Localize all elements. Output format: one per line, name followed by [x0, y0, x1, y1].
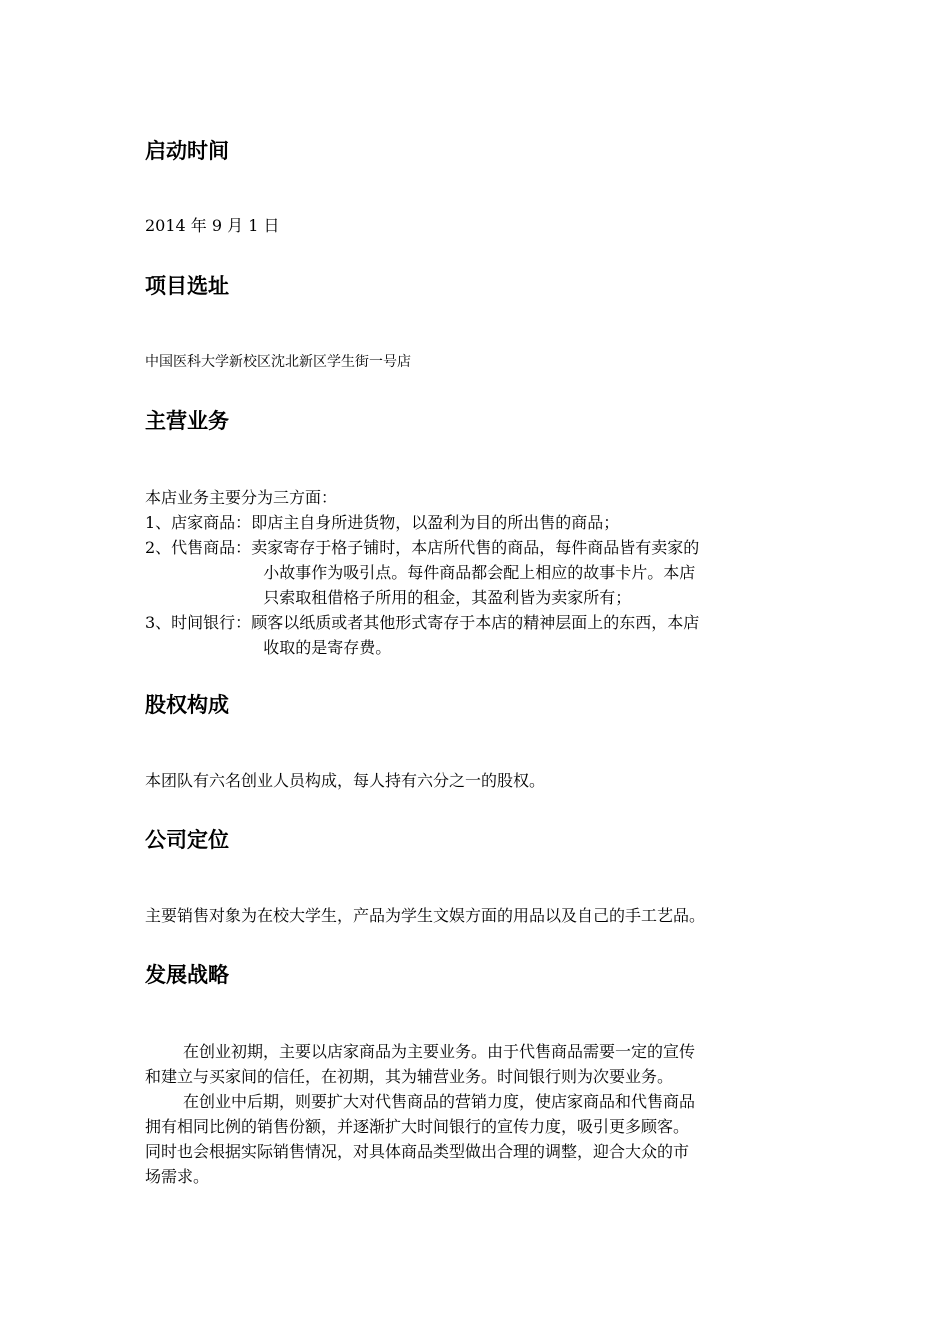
heading-strategy: 发展战略 [145, 963, 229, 987]
business-intro: 本店业务主要分为三方面： [145, 488, 338, 507]
heading-equity: 股权构成 [145, 693, 229, 717]
equity-content: 本团队有六名创业人员构成，每人持有六分之一的股权。 [145, 771, 546, 790]
strategy-line: 场需求。 [145, 1167, 210, 1186]
strategy-line: 同时也会根据实际销售情况，对具体商品类型做出合理的调整，迎合大众的市 [145, 1142, 690, 1161]
heading-start-time: 启动时间 [145, 139, 229, 163]
business-item-store-goods [145, 510, 810, 535]
list-item-line: 卖家寄存于格子铺时，本店所代售的商品，每件商品皆有卖家的 [251, 538, 700, 557]
list-item-line: 只索取租借格子所用的租金，其盈利皆为卖家所有； [263, 588, 632, 607]
list-item-prefix: 1、店家商品： [145, 513, 252, 532]
list-item-line: 顾客以纸质或者其他形式寄存于本店的精神层面上的东西，本店 [251, 613, 700, 632]
strategy-line: 拥有相同比例的销售份额，并逐渐扩大时间银行的宣传力度，吸引更多顾客。 [145, 1117, 690, 1136]
strategy-line: 在创业中后期，则要扩大对代售商品的营销力度，使店家商品和代售商品 [183, 1092, 696, 1111]
heading-location: 项目选址 [145, 274, 229, 298]
list-item-line: 即店主自身所进货物，以盈利为目的所出售的商品； [251, 513, 620, 532]
start-time-date: 2014 年 9 月 1 日 [145, 216, 280, 235]
location-address: 中国医科大学新校区沈北新区学生街一号店 [145, 354, 411, 370]
list-item-prefix: 2、代售商品： [145, 538, 252, 557]
list-item-prefix: 3、时间银行： [145, 613, 252, 632]
strategy-line: 在创业初期，主要以店家商品为主要业务。由于代售商品需要一定的宣传 [183, 1042, 696, 1061]
heading-positioning: 公司定位 [145, 828, 229, 852]
strategy-paragraphs [145, 1039, 810, 1189]
business-item-consignment [145, 535, 810, 610]
heading-business: 主营业务 [145, 409, 229, 433]
positioning-content: 主要销售对象为在校大学生，产品为学生文娱方面的用品以及自己的手工艺品。 [145, 906, 706, 925]
list-item-line: 小故事作为吸引点。每件商品都会配上相应的故事卡片。本店 [263, 563, 696, 582]
list-item-line: 收取的是寄存费。 [263, 638, 392, 657]
business-item-time-bank [145, 610, 810, 660]
strategy-line: 和建立与买家间的信任，在初期，其为辅营业务。时间银行则为次要业务。 [145, 1067, 674, 1086]
business-list [145, 485, 810, 660]
